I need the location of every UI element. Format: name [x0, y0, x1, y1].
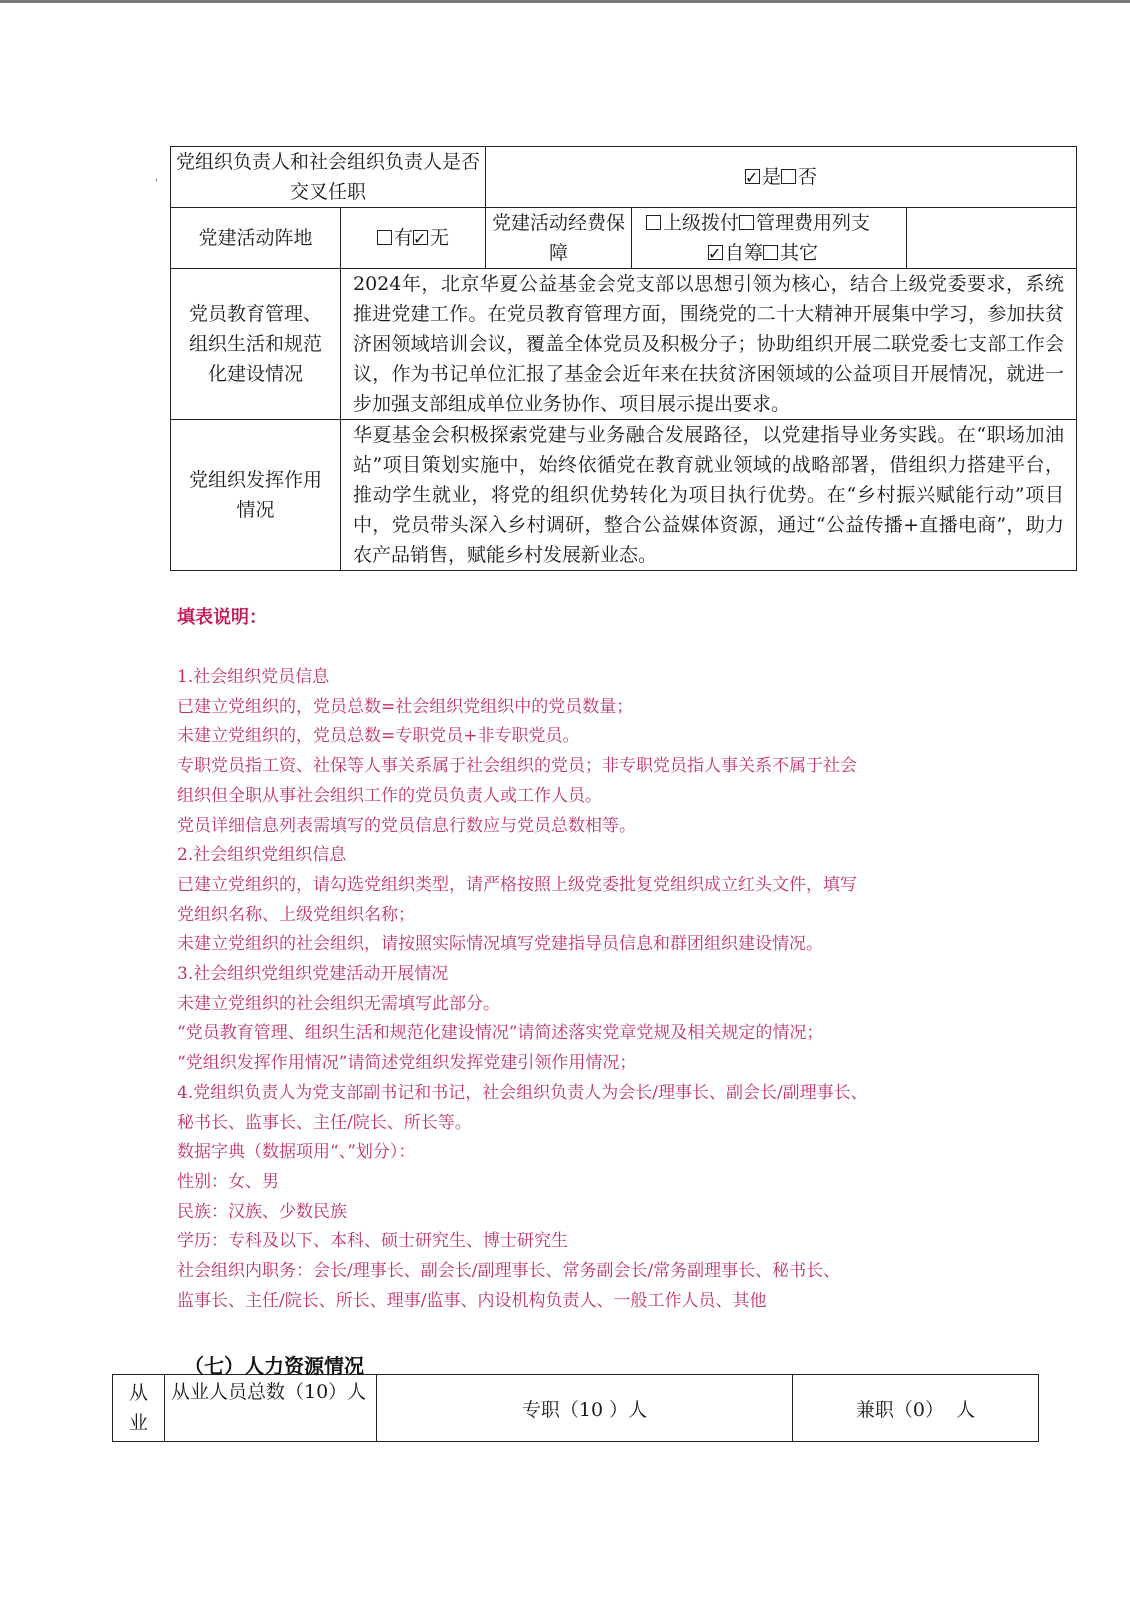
notes-line: “党组织发挥作用情况”请简述党组织发挥党建引领作用情况；	[177, 1053, 637, 1074]
option-no-label: 否	[798, 166, 818, 188]
checkbox-no[interactable]	[781, 169, 796, 184]
notes-line: 未建立党组织的，党员总数=专职党员+非专职党员。	[177, 726, 580, 747]
funding-options	[632, 208, 907, 269]
scan-mark: '	[155, 178, 158, 189]
notes-line: 监事长、主任/院长、所长、理事/监事、内设机构负责人、一般工作人员、其他	[177, 1290, 767, 1311]
party-building-table	[170, 146, 1077, 571]
notes-line: 社会组织内职务：会长/理事长、副会长/副理事长、常务副会长/常务副理事长、秘书长、	[177, 1261, 841, 1282]
notes-line: 未建立党组织的社会组织，请按照实际情况填写党建指导员信息和群团组织建设情况。	[177, 934, 823, 955]
role-text: 华夏基金会积极探索党建与业务融合发展路径，以党建指导业务实践。在“职场加油站”项目策划实施中，始终依循党在教育就业领域的战略部署，借组织力搭建平台，推动学生就业，将党的组织优势转化为项目执行优势。在“乡村振兴赋能行动”项目中，党员带头深入乡村调研，整合公益媒体资源，通过“公益传播+直播电商”，助力农产品销售，赋能乡村发展新业态。	[341, 420, 1077, 571]
row-cross-appointment	[171, 147, 1077, 208]
notes-line: 组织但全职从事社会组织工作的党员负责人或工作人员。	[177, 785, 602, 806]
notes-title: 填表说明：	[177, 607, 267, 628]
cross-appointment-label: 党组织负责人和社会组织负责人是否交叉任职	[171, 147, 486, 208]
funding-label: 党建活动经费保障	[486, 208, 632, 269]
role-label: 党组织发挥作用情况	[171, 420, 341, 571]
option-has-label: 有	[393, 227, 413, 249]
notes-line: 学历：专科及以下、本科、硕士研究生、博士研究生	[177, 1231, 568, 1252]
notes-line: 已建立党组织的，党员总数=社会组织党组织中的党员数量；	[177, 696, 634, 717]
hr-parttime-staff: 兼职（0） 人	[793, 1375, 1039, 1442]
venue-options	[341, 208, 486, 269]
row-education	[171, 269, 1077, 420]
notes-line: 性别：女、男	[177, 1171, 279, 1192]
checkbox-other[interactable]	[763, 245, 778, 260]
hr-side-char-1: 从	[128, 1382, 148, 1404]
notes-line: 4.党组织负责人为党支部副书记和书记，社会组织负责人为会长/理事长、副会长/副理事长、	[177, 1082, 868, 1103]
hr-table	[112, 1374, 1039, 1442]
notes-line: 2.社会组织党组织信息	[177, 845, 347, 866]
notes-line: 已建立党组织的，请勾选党组织类型，请严格按照上级党委批复党组织成立红头文件，填写	[177, 874, 857, 895]
option-other-label: 其它	[780, 242, 819, 264]
row-venue-funding	[171, 208, 1077, 269]
notes-line: “党员教育管理、组织生活和规范化建设情况”请简述落实党章党规及相关规定的情况；	[177, 1023, 824, 1044]
option-yes-label: 是	[762, 166, 782, 188]
cross-appointment-options	[486, 147, 1077, 208]
education-label: 党员教育管理、组织生活和规范化建设情况	[171, 269, 341, 420]
notes-line: 民族：汉族、少数民族	[177, 1201, 347, 1222]
row-role	[171, 420, 1077, 571]
notes-list	[177, 663, 997, 1316]
notes-line: 3.社会组织党组织党建活动开展情况	[177, 964, 449, 985]
checkbox-yes[interactable]	[745, 169, 760, 184]
checkbox-has[interactable]	[377, 230, 392, 245]
hr-side-char-2: 业	[128, 1412, 148, 1434]
notes-line: 1.社会组织党员信息	[177, 667, 330, 687]
notes-line: 专职党员指工资、社保等人事关系属于社会组织的党员；非专职党员指人事关系不属于社会	[177, 756, 857, 777]
notes-line: 党员详细信息列表需填写的党员信息行数应与党员总数相等。	[177, 815, 636, 836]
option-self-label: 自筹	[725, 242, 764, 264]
hr-total-staff: 从业人员总数（10）人	[165, 1375, 377, 1442]
notes-line: 党组织名称、上级党组织名称；	[177, 904, 415, 925]
option-management-label: 管理费用列支	[756, 212, 871, 234]
venue-label: 党建活动阵地	[171, 208, 341, 269]
notes-line: 未建立党组织的社会组织无需填写此部分。	[177, 993, 500, 1014]
notes-line: 秘书长、监事长、主任/院长、所长等。	[177, 1112, 472, 1133]
checkbox-self[interactable]	[708, 245, 723, 260]
option-superior-label: 上级拨付	[663, 212, 740, 234]
notes-line: 数据字典（数据项用“、”划分）：	[177, 1142, 416, 1163]
education-text: 2024年，北京华夏公益基金会党支部以思想引领为核心，结合上级党委要求，系统推进党建工作。在党员教育管理方面，围绕党的二十大精神开展集中学习，参加扶贫济困领域培训会议，覆盖全体党员及积极分子；协助组织开展二联党委七支部工作会议，作为书记单位汇报了基金会近年来在扶贫济困领域的公益项目开展情况，就进一步加强支部组成单位业务协作、项目展示提出要求。	[341, 269, 1077, 420]
checkbox-superior[interactable]	[646, 215, 661, 230]
hr-section-title: （七）人力资源情况	[184, 1354, 364, 1378]
checkbox-management[interactable]	[739, 215, 754, 230]
hr-fulltime-staff: 专职（10 ）人	[377, 1375, 793, 1442]
option-none-label: 无	[430, 227, 450, 249]
page-top-edge	[0, 0, 1130, 3]
hr-side-label	[113, 1375, 165, 1442]
checkbox-none[interactable]	[413, 230, 428, 245]
funding-blank-cell	[907, 208, 1077, 269]
